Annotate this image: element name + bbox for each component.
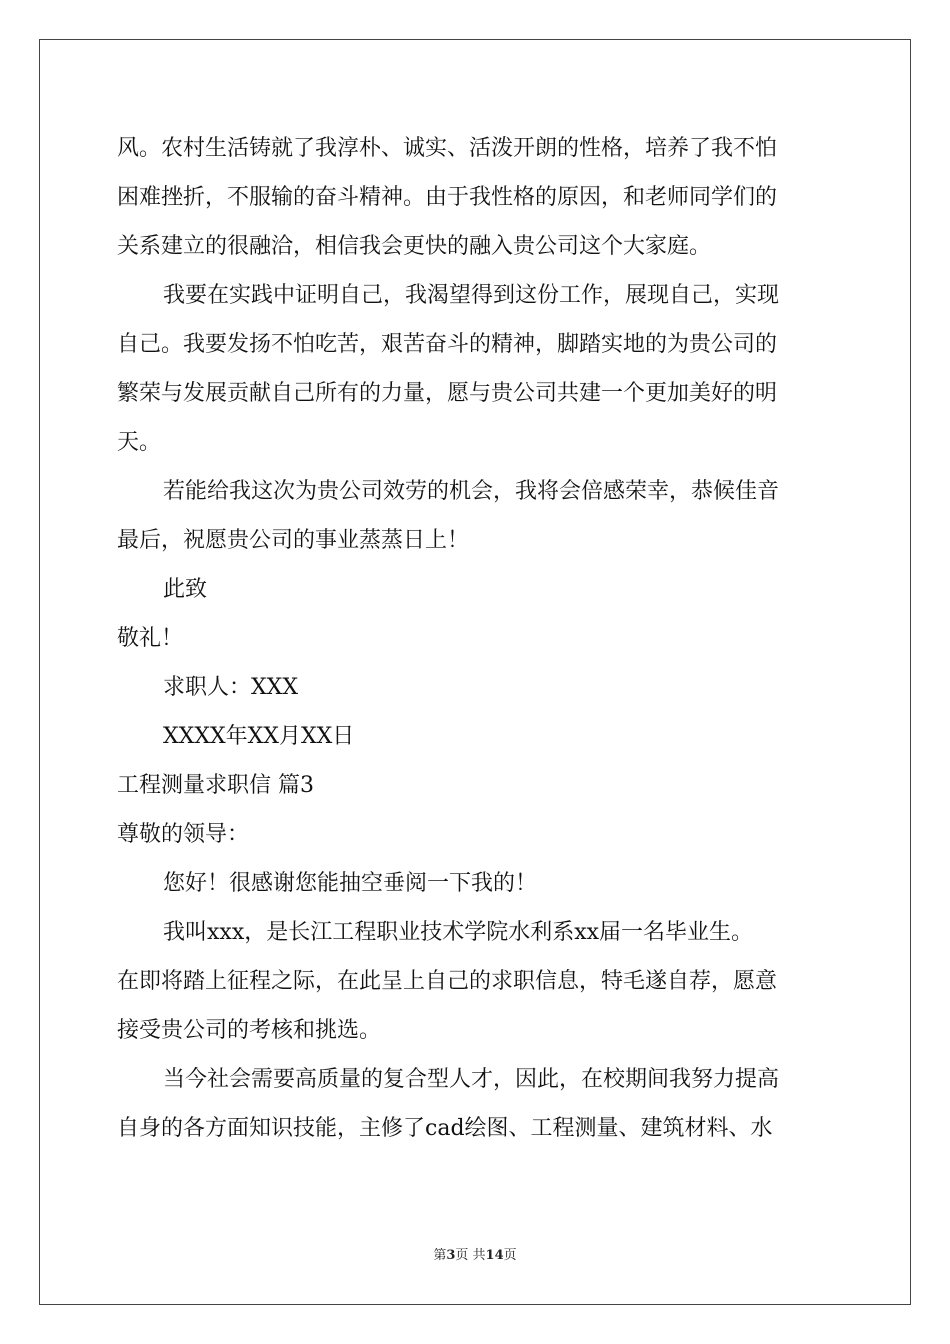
body-line: 困难挫折，不服输的奋斗精神。由于我性格的原因，和老师同学们的 <box>117 185 778 210</box>
body-line: 天。 <box>117 430 162 455</box>
body-line: 关系建立的很融洽，相信我会更快的融入贵公司这个大家庭。 <box>117 234 712 259</box>
paragraph-start: 当今社会需要高质量的复合型人才，因此，在校期间我努力提高 <box>163 1067 780 1092</box>
body-line: 自己。我要发扬不怕吃苦，艰苦奋斗的精神，脚踏实地的为贵公司的 <box>117 332 778 357</box>
paragraph-start: 我叫xxx，是长江工程职业技术学院水利系xx届一名毕业生。 <box>163 920 754 945</box>
footer-prefix: 第 <box>433 1248 447 1263</box>
body-line: 风。农村生活铸就了我淳朴、诚实、活泼开朗的性格，培养了我不怕 <box>117 136 778 161</box>
salutation-close: 敬礼！ <box>117 626 184 651</box>
paragraph-start: 我要在实践中证明自己，我渴望得到这份工作，展现自己，实现 <box>163 283 780 308</box>
greeting: 尊敬的领导： <box>117 822 250 847</box>
footer-mid: 页 共 <box>455 1248 486 1263</box>
body-line: 最后，祝愿贵公司的事业蒸蒸日上！ <box>117 528 470 553</box>
closing-phrase: 此致 <box>163 577 208 602</box>
body-line: 繁荣与发展贡献自己所有的力量，愿与贵公司共建一个更加美好的明 <box>117 381 778 406</box>
body-line: 接受贵公司的考核和挑选。 <box>117 1018 382 1043</box>
page-footer <box>0 1244 950 1263</box>
current-page-number: 3 <box>446 1248 456 1263</box>
paragraph-start: 若能给我这次为贵公司效劳的机会，我将会倍感荣幸，恭候佳音 <box>163 479 780 504</box>
letter-body <box>117 124 837 1153</box>
section-heading: 工程测量求职信 篇3 <box>117 773 314 798</box>
applicant-name: 求职人：XXX <box>163 675 298 700</box>
body-line: 在即将踏上征程之际，在此呈上自己的求职信息，特毛遂自荐，愿意 <box>117 969 778 994</box>
paragraph-start: 您好！很感谢您能抽空垂阅一下我的！ <box>163 871 538 896</box>
body-line: 自身的各方面知识技能，主修了cad绘图、工程测量、建筑材料、水 <box>117 1116 773 1141</box>
footer-suffix: 页 <box>503 1248 517 1263</box>
letter-date: XXXX年XX月XX日 <box>163 724 355 749</box>
total-pages-number: 14 <box>485 1248 504 1263</box>
